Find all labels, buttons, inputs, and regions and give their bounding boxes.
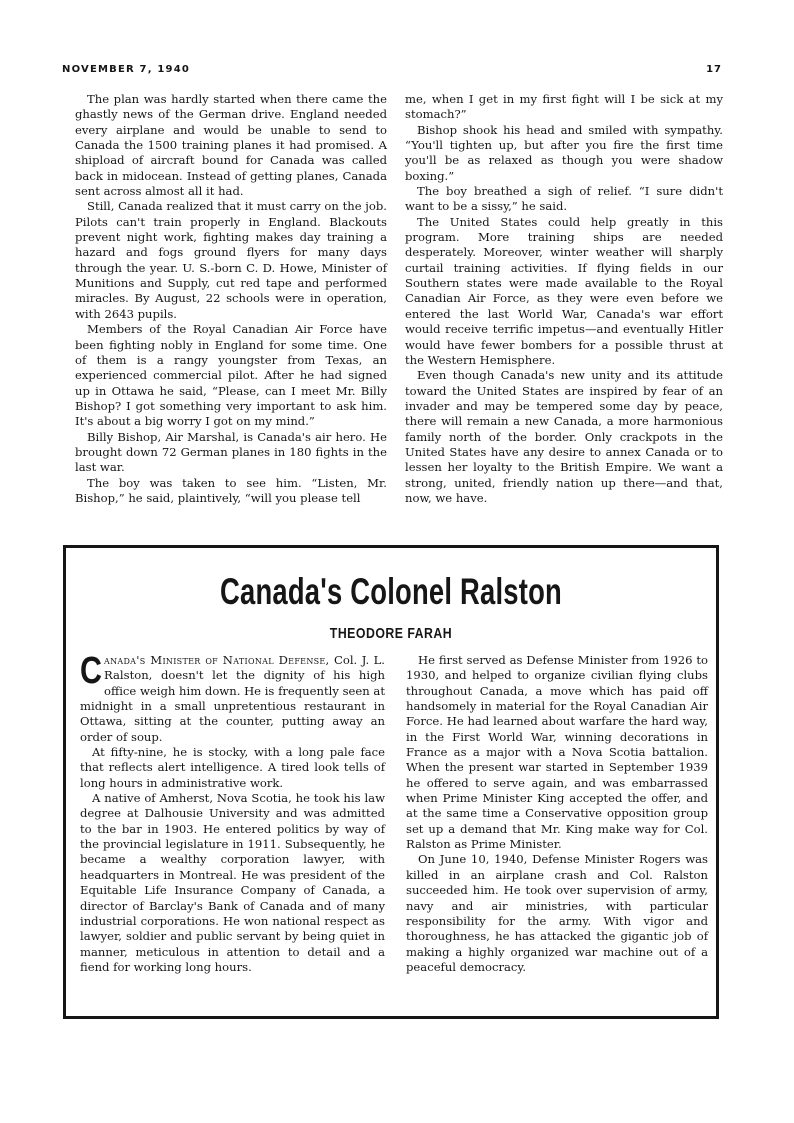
article-byline: THEODORE FARAH bbox=[329, 625, 453, 642]
lead-text: Col. J. L. Ralston, doesn't let the dignity of his high office weigh him down. He is frequently seen at midnight in a small unpretentious restaurant in Ottawa, sitting at the counter, putting away an order of soup. bbox=[80, 653, 385, 744]
paragraph: A native of Amherst, Nova Scotia, he took his law degree at Dalhousie University and was admitted to the bar in 1903. He entered politics by way of the provincial legislature in 1911. Subsequently, he became a wealthy corporation lawyer, with headquarters in Montreal. He was president of the Equitable Life Insurance Company of Canada, a director of Barclay's Bank of Canada and of many industrial corporations. He won national respect as lawyer, soldier and public servant by being quiet in manner, meticulous in attention to detail and a fiend for working long hours. bbox=[80, 791, 385, 974]
page-number: 17 bbox=[706, 64, 722, 75]
paragraph: On June 10, 1940, Defense Minister Rogers was killed in an airplane crash and Col. Ralston succeeded him. He took over supervision of army, navy and air ministries, with particular responsibility for the army. With vigor and thoroughness, he has attacked the gigantic job of making a highly organized war machine out of a peaceful democracy. bbox=[406, 852, 708, 974]
drop-cap: C bbox=[80, 650, 102, 692]
paragraph: At fifty-nine, he is stocky, with a long pale face that reflects alert intelligence. A tired look tells of long hours in administrative work. bbox=[80, 745, 385, 790]
paragraph: The United States could help greatly in this program. More training ships are needed desperately. Moreover, winter weather will sharply curtail training activities. If flying fields in our Southern states were made available to the Royal Canadian Air Force, as they were even before we entered the last World War, Canada's war effort would receive terrific impetus—and eventually Hitler would have fewer bombers for a possible thrust at the Western Hemisphere. bbox=[405, 214, 723, 367]
paragraph: Billy Bishop, Air Marshal, is Canada's air hero. He brought down 72 German planes in 180 fights in the last war. bbox=[75, 429, 387, 475]
main-article-column-1 bbox=[75, 92, 387, 506]
paragraph: Even though Canada's new unity and its attitude toward the United States are inspired by fear of an invader and may be tempered some day by peace, there will remain a new Canada, a more harmonious family north of the border. Only crackpots in the United States have any desire to annex Canada or to lessen her loyalty to the British Empire. We want a strong, united, friendly nation up there—and that, now, we have. bbox=[405, 368, 723, 505]
main-article-column-2 bbox=[405, 92, 723, 506]
boxed-article bbox=[63, 545, 719, 1019]
lead-paragraph bbox=[80, 650, 385, 745]
paragraph: Members of the Royal Canadian Air Force have been fighting nobly in England for some time. One of them is a rangy youngster from Texas, an experienced commercial pilot. After he had signed up in Ottawa he said, “Please, can I meet Mr. Billy Bishop? I got something very important to ask him. It's about a big worry I got on my mind.” bbox=[75, 322, 387, 429]
paragraph: The boy was taken to see him. “Listen, Mr. Bishop,” he said, plaintively, “will you please tell bbox=[75, 475, 387, 505]
article-title: Canada's Colonel Ralston bbox=[220, 571, 562, 612]
paragraph: He first served as Defense Minister from 1926 to 1930, and helped to organize civilian flying clubs throughout Canada, a move which has paid off handsomely in material for the Royal Canadian Air Force. He had learned about warfare the hard way, in the First World War, winning decorations in France as a major with a Nova Scotia battalion. When the present war started in September 1939 he offered to serve again, and was embarrassed when Prime Minister King accepted the offer, and at the same time a Conservative opposition group set up a demand that Mr. King make way for Col. Ralston as Prime Minister. bbox=[406, 653, 708, 852]
paragraph-continuation: me, when I get in my first fight will I be sick at my stomach?” bbox=[405, 92, 723, 122]
issue-date: NOVEMBER 7, 1940 bbox=[62, 64, 191, 75]
lead-small-caps: anada's Minister of National Defense, bbox=[104, 653, 330, 667]
page-header bbox=[62, 64, 722, 80]
paragraph: The plan was hardly started when there came the ghastly news of the German drive. England needed every airplane and would be unable to send to Canada the 1500 training planes it had promised. A shipload of aircraft bound for Canada was called back in midocean. Instead of getting planes, Canada sent across almost all it had. bbox=[75, 92, 387, 199]
paragraph: The boy breathed a sigh of relief. “I sure didn't want to be a sissy,” he said. bbox=[405, 184, 723, 214]
paragraph: Still, Canada realized that it must carry on the job. Pilots can't train properly in England. Blackouts prevent night work, fighting makes day training a hazard and fogs ground flyers for many days through the year. U. S.-born C. D. Howe, Minister of Munitions and Supply, cut red tape and performed miracles. By August, 22 schools were in operation, with 2643 pupils. bbox=[75, 199, 387, 321]
paragraph: Bishop shook his head and smiled with sympathy. “You'll tighten up, but after you fire the first time you'll be as relaxed as though you were shadow boxing.” bbox=[405, 122, 723, 183]
boxed-article-column-2 bbox=[406, 653, 708, 975]
boxed-article-column-1 bbox=[80, 650, 385, 975]
